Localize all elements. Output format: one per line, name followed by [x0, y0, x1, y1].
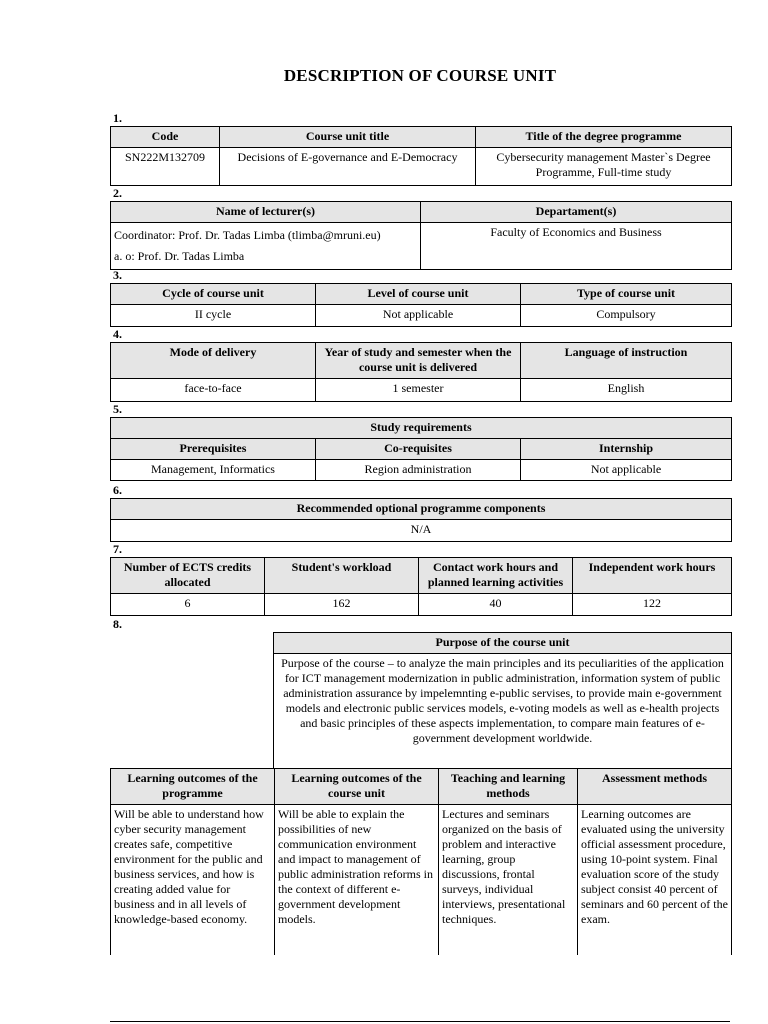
year-semester-value: 1 semester — [316, 379, 521, 402]
assessment-methods-header: Assessment methods — [578, 769, 732, 805]
study-requirements-title: Study requirements — [111, 418, 732, 439]
course-title-header: Course unit title — [220, 127, 476, 148]
optional-components-table — [110, 498, 732, 542]
department-header: Departament(s) — [421, 202, 732, 223]
internship-header: Internship — [521, 439, 732, 460]
section-number-7: 7. — [113, 542, 122, 556]
cycle-header: Cycle of course unit — [111, 284, 316, 305]
course-unit-table — [110, 283, 732, 327]
lecturer-header: Name of lecturer(s) — [111, 202, 421, 223]
purpose-header: Purpose of the course unit — [274, 633, 732, 654]
cycle-value: II cycle — [111, 305, 316, 327]
code-header: Code — [111, 127, 220, 148]
type-header: Type of course unit — [521, 284, 732, 305]
section-number-8: 8. — [113, 617, 122, 631]
study-requirements-table — [110, 417, 732, 481]
level-value: Not applicable — [316, 305, 521, 327]
lecturer-table — [110, 201, 732, 270]
corequisites-value: Region administration — [316, 460, 521, 481]
corequisites-header: Co-requisites — [316, 439, 521, 460]
workload-value: 162 — [265, 594, 419, 616]
coordinator-text: Coordinator: Prof. Dr. Tadas Limba (tlimba@mruni.eu) — [114, 228, 381, 242]
ects-header: Number of ECTS credits allocated — [111, 558, 265, 594]
department-value: Faculty of Economics and Business — [421, 223, 732, 270]
workload-header: Student's workload — [265, 558, 419, 594]
contact-hours-header: Contact work hours and planned learning activities — [419, 558, 573, 594]
section-number-3: 3. — [113, 268, 122, 282]
course-outcomes-header: Learning outcomes of the course unit — [275, 769, 439, 805]
workload-table — [110, 557, 732, 616]
independent-hours-header: Independent work hours — [573, 558, 732, 594]
year-semester-header: Year of study and semester when the course unit is delivered — [316, 343, 521, 379]
optional-components-title: Recommended optional programme components — [111, 499, 732, 520]
ects-value: 6 — [111, 594, 265, 616]
section-number-6: 6. — [113, 483, 122, 497]
course-title-value: Decisions of E-governance and E-Democracy — [220, 148, 476, 186]
mode-value: face-to-face — [111, 379, 316, 402]
purpose-text: Purpose of the course – to analyze the main principles and its peculiarities of the application for ICT management modernization in public administration, information system of public administration assurance by impelemnting e-public servises, to provide main e-government models and electronic public services models, e-voting models as well as e-health projects and basic principles of these aspects implementation, to compare main features of e-government development worldwide. — [274, 654, 732, 769]
footer-rule — [110, 1021, 730, 1022]
section-number-4: 4. — [113, 327, 122, 341]
prerequisites-value: Management, Informatics — [111, 460, 316, 481]
optional-components-value: N/A — [111, 520, 732, 542]
lecturer-cell — [111, 223, 421, 270]
programme-outcomes-value: Will be able to understand how cyber security management creates safe, competitive environment for the public and business services, and how is creating added value for business and in all levels of knowledge-based economy. — [111, 805, 275, 955]
learning-outcomes-table — [110, 768, 732, 955]
internship-value: Not applicable — [521, 460, 732, 481]
mode-header: Mode of delivery — [111, 343, 316, 379]
other-lecturer-text: a. o: Prof. Dr. Tadas Limba — [114, 249, 245, 263]
level-header: Level of course unit — [316, 284, 521, 305]
prerequisites-header: Prerequisites — [111, 439, 316, 460]
course-info-table — [110, 126, 732, 186]
course-outcomes-value: Will be able to explain the possibilities of new communication environment and impact to management of public administration reforms in the context of different e-government development models. — [275, 805, 439, 955]
purpose-table — [273, 632, 732, 769]
section-number-1: 1. — [113, 111, 122, 125]
degree-programme-header: Title of the degree programme — [476, 127, 732, 148]
programme-outcomes-header: Learning outcomes of the programme — [111, 769, 275, 805]
teaching-methods-header: Teaching and learning methods — [439, 769, 578, 805]
contact-hours-value: 40 — [419, 594, 573, 616]
assessment-methods-value: Learning outcomes are evaluated using the university official assessment procedure, using 10-point system. Final evaluation score of the study subject consist 40 percent of seminars and 60 percent of the exam. — [578, 805, 732, 955]
section-number-2: 2. — [113, 186, 122, 200]
type-value: Compulsory — [521, 305, 732, 327]
document-title: DESCRIPTION OF COURSE UNIT — [283, 66, 557, 85]
delivery-table — [110, 342, 732, 402]
language-value: English — [521, 379, 732, 402]
section-number-5: 5. — [113, 402, 122, 416]
teaching-methods-value: Lectures and seminars organized on the basis of problem and interactive learning, group discussions, frontal surveys, individual interviews, presentational techniques. — [439, 805, 578, 955]
language-header: Language of instruction — [521, 343, 732, 379]
degree-programme-value: Cybersecurity management Master`s Degree Programme, Full-time study — [476, 148, 732, 186]
independent-hours-value: 122 — [573, 594, 732, 616]
code-value: SN222M132709 — [111, 148, 220, 186]
